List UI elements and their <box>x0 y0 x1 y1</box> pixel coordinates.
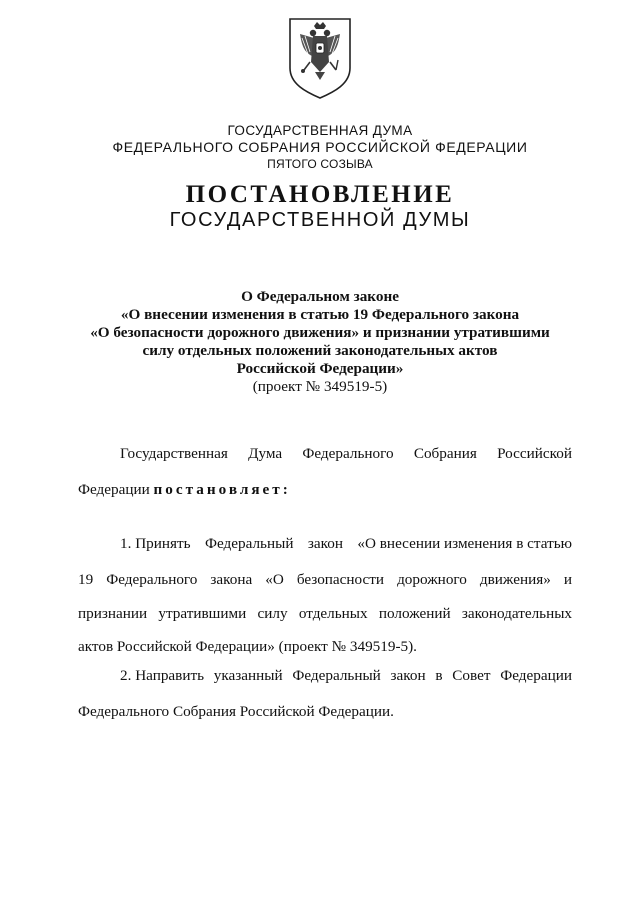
preamble-word: Российской <box>497 445 572 462</box>
item-1-line-4: актов Российской Федерации» (проект № 349519-5). <box>78 638 417 655</box>
item-1-word: Федерального <box>106 571 198 588</box>
item-1-word: отдельных <box>298 605 368 622</box>
resolves-word: постановляет: <box>153 481 291 498</box>
item-2-word: 2. Направить <box>120 667 205 684</box>
subject-line: Российской Федерации» <box>236 360 404 377</box>
item-2-word: Федеральный <box>292 667 381 684</box>
item-1-word: силу <box>257 605 288 622</box>
item-1-word: 1. Принять <box>120 535 191 552</box>
preamble-word: Федерального <box>302 445 394 462</box>
item-1-line-2 <box>78 571 572 589</box>
convocation-line: ПЯТОГО СОЗЫВА <box>267 157 373 171</box>
item-1-word: закона <box>210 571 253 588</box>
item-2-word: в <box>435 667 443 684</box>
item-1-word: закон <box>307 535 343 552</box>
item-1-word: «О внесении изменения в статью <box>357 535 572 552</box>
subject-line: силу отдельных положений законодательных актов <box>142 342 498 359</box>
preamble-word: Собрания <box>413 445 477 462</box>
item-1-line-1 <box>120 535 572 553</box>
preamble-word: Дума <box>248 445 283 462</box>
preamble-line-1 <box>120 445 572 463</box>
document-issuer-title: ГОСУДАРСТВЕННОЙ ДУМЫ <box>169 209 471 231</box>
item-1-line-3 <box>78 605 572 623</box>
item-1-word: 19 <box>78 571 94 588</box>
item-1-word: движения» <box>479 571 551 588</box>
item-1-word: утратившими <box>158 605 247 622</box>
item-2-word: указанный <box>213 667 283 684</box>
item-2-word: Федерации <box>500 667 572 684</box>
coat-of-arms-icon <box>286 16 354 100</box>
project-number: (проект № 349519-5) <box>252 378 388 395</box>
item-1-word: «О <box>265 571 284 588</box>
subject-line: О Федеральном законе <box>241 288 399 305</box>
item-1-word: Федеральный <box>205 535 294 552</box>
item-2-word: Совет <box>452 667 491 684</box>
item-1-word: и <box>563 571 572 588</box>
subject-line: «О безопасности дорожного движения» и признании утратившими <box>90 324 550 341</box>
document-type-title: ПОСТАНОВЛЕНИЕ <box>185 181 455 208</box>
item-2-line-1 <box>120 667 572 685</box>
issuer-line-1: ГОСУДАРСТВЕННАЯ ДУМА <box>227 123 413 138</box>
item-1-word: законодательных <box>461 605 572 622</box>
item-1-word: признании <box>78 605 148 622</box>
item-1-word: дорожного <box>397 571 467 588</box>
preamble-word: Федерации <box>78 481 150 498</box>
item-1-word: положений <box>378 605 451 622</box>
preamble-line-2 <box>78 481 291 499</box>
subject-line: «О внесении изменения в статью 19 Федерального закона <box>120 306 520 323</box>
subject-block <box>0 288 640 396</box>
issuer-line-2: ФЕДЕРАЛЬНОГО СОБРАНИЯ РОССИЙСКОЙ ФЕДЕРАЦИИ <box>112 139 528 155</box>
preamble-word: Государственная <box>120 445 228 462</box>
item-2-line-2: Федерального Собрания Российской Федерации. <box>78 703 394 720</box>
item-2-word: закон <box>390 667 426 684</box>
item-1-word: безопасности <box>296 571 385 588</box>
